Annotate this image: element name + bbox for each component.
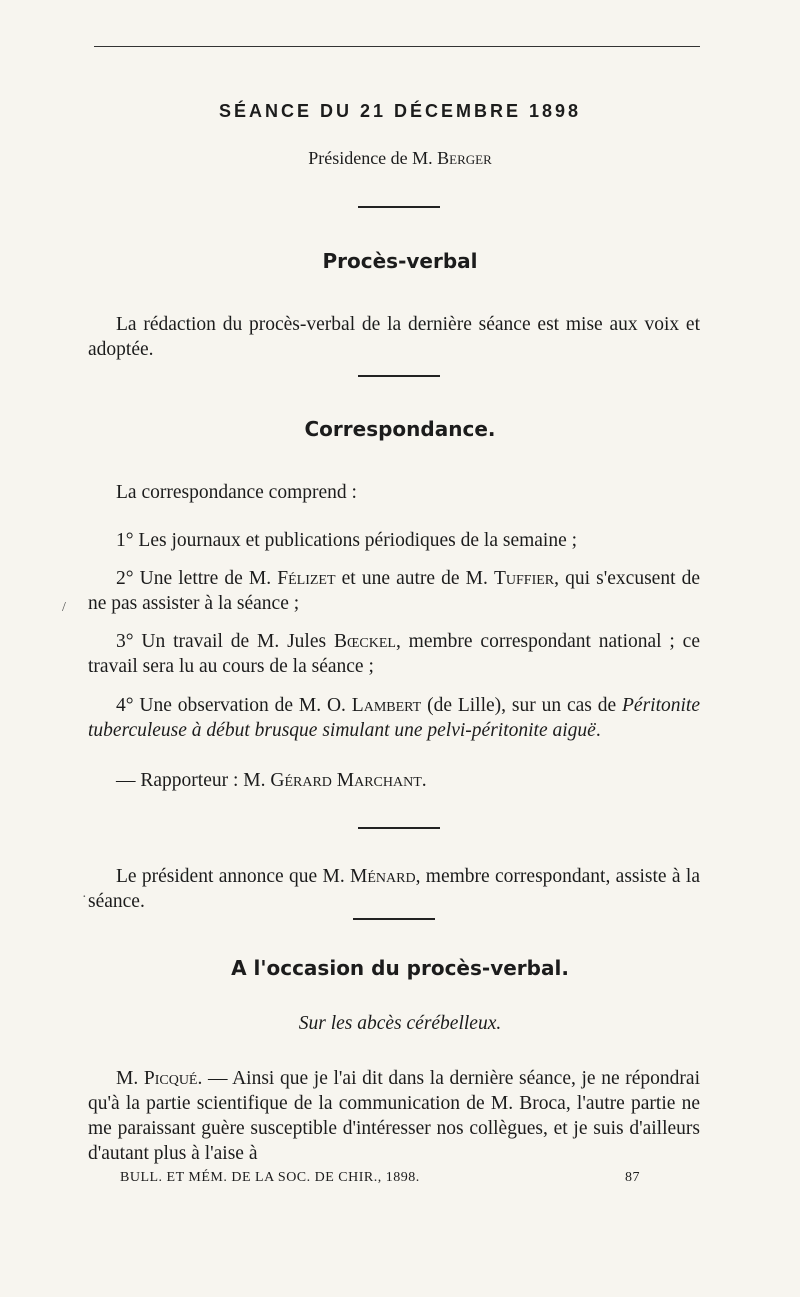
rapporteur-end: .: [421, 770, 427, 791]
picque-paragraph: [88, 1066, 700, 1166]
margin-mark: /: [62, 600, 66, 615]
picque-text: — Ainsi que je l'ai dit dans la dernière séance, je ne répondrai qu'à la partie scientifique de la communication de M. Broca, l'autre partie ne me paraissant guère susceptible d'intéresser nos collègues, et je suis d'ailleurs d'autant plus à l'aise à: [88, 1068, 700, 1164]
announcement-name-menard: Ménard: [350, 866, 416, 887]
correspondance-intro: La correspondance comprend :: [116, 482, 357, 503]
item4-case-title: Péritonite tuberculeuse à début brusque simulant une pelvi-péritonite aiguë: [88, 695, 700, 741]
item2-name-tuffier: Tuffier: [494, 568, 555, 589]
item3-text-a: 3° Un travail de M. Jules: [116, 631, 334, 652]
president-name: Berger: [437, 148, 492, 168]
item4-name-lambert: Lambert: [351, 695, 422, 716]
speaker-picque: M. Picqué.: [116, 1068, 203, 1089]
rapporteur-line: [88, 768, 700, 793]
separator-rule: [358, 375, 440, 377]
proces-verbal-text: La rédaction du procès-verbal de la dernière séance est mise aux voix et adoptée.: [88, 314, 700, 360]
announcement-text: [88, 864, 700, 914]
announcement-text-b: , membre correspondant, assiste à la séance.: [88, 866, 700, 912]
top-rule: [94, 46, 700, 47]
occasion-heading: A l'occasion du procès-verbal.: [231, 956, 569, 980]
item2-text-a: 2° Une lettre de M.: [116, 568, 278, 589]
item2-name-felizet: Félizet: [277, 568, 336, 589]
occasion-subheading: Sur les abcès cérébelleux.: [298, 1013, 502, 1034]
correspondance-heading: Correspondance.: [304, 417, 496, 441]
announcement-text-a: Le président annonce que M.: [116, 866, 351, 887]
margin-mark: ·: [82, 890, 87, 905]
separator-rule: [358, 827, 440, 829]
session-title: SÉANCE DU 21 DÉCEMBRE 1898: [218, 101, 582, 121]
rapporteur-label: — Rapporteur : M.: [116, 770, 271, 791]
separator-rule: [358, 206, 440, 208]
correspondance-item-4: [88, 693, 700, 743]
item4-text-a: 4° Une observation de M. O.: [116, 695, 352, 716]
item2-text-b: et une autre de M.: [335, 568, 494, 589]
presidence-prefix: Présidence de M.: [308, 148, 438, 168]
item4-text-c: .: [595, 720, 601, 741]
item4-text-b: (de Lille), sur un cas de: [421, 695, 623, 716]
proces-verbal-heading: Procès-verbal: [322, 249, 478, 273]
presidence-line: [0, 148, 800, 169]
item3-name-boeckel: Bœckel: [333, 631, 396, 652]
correspondance-item-3: [88, 629, 700, 679]
rapporteur-name: Gérard Marchant: [270, 770, 422, 791]
item3-text-b: , membre correspondant national ; ce travail sera lu au cours de la séance ;: [88, 631, 700, 677]
correspondance-item-1: 1° Les journaux et publications périodiques de la semaine ;: [116, 530, 578, 551]
item2-text-c: , qui s'excusent de ne pas assister à la séance ;: [88, 568, 700, 614]
footer-journal: BULL. ET MÉM. DE LA SOC. DE CHIR., 1898.: [120, 1170, 420, 1185]
correspondance-item-2: [88, 566, 700, 616]
footer-page-number: 87: [625, 1170, 640, 1185]
separator-rule: [353, 918, 435, 920]
